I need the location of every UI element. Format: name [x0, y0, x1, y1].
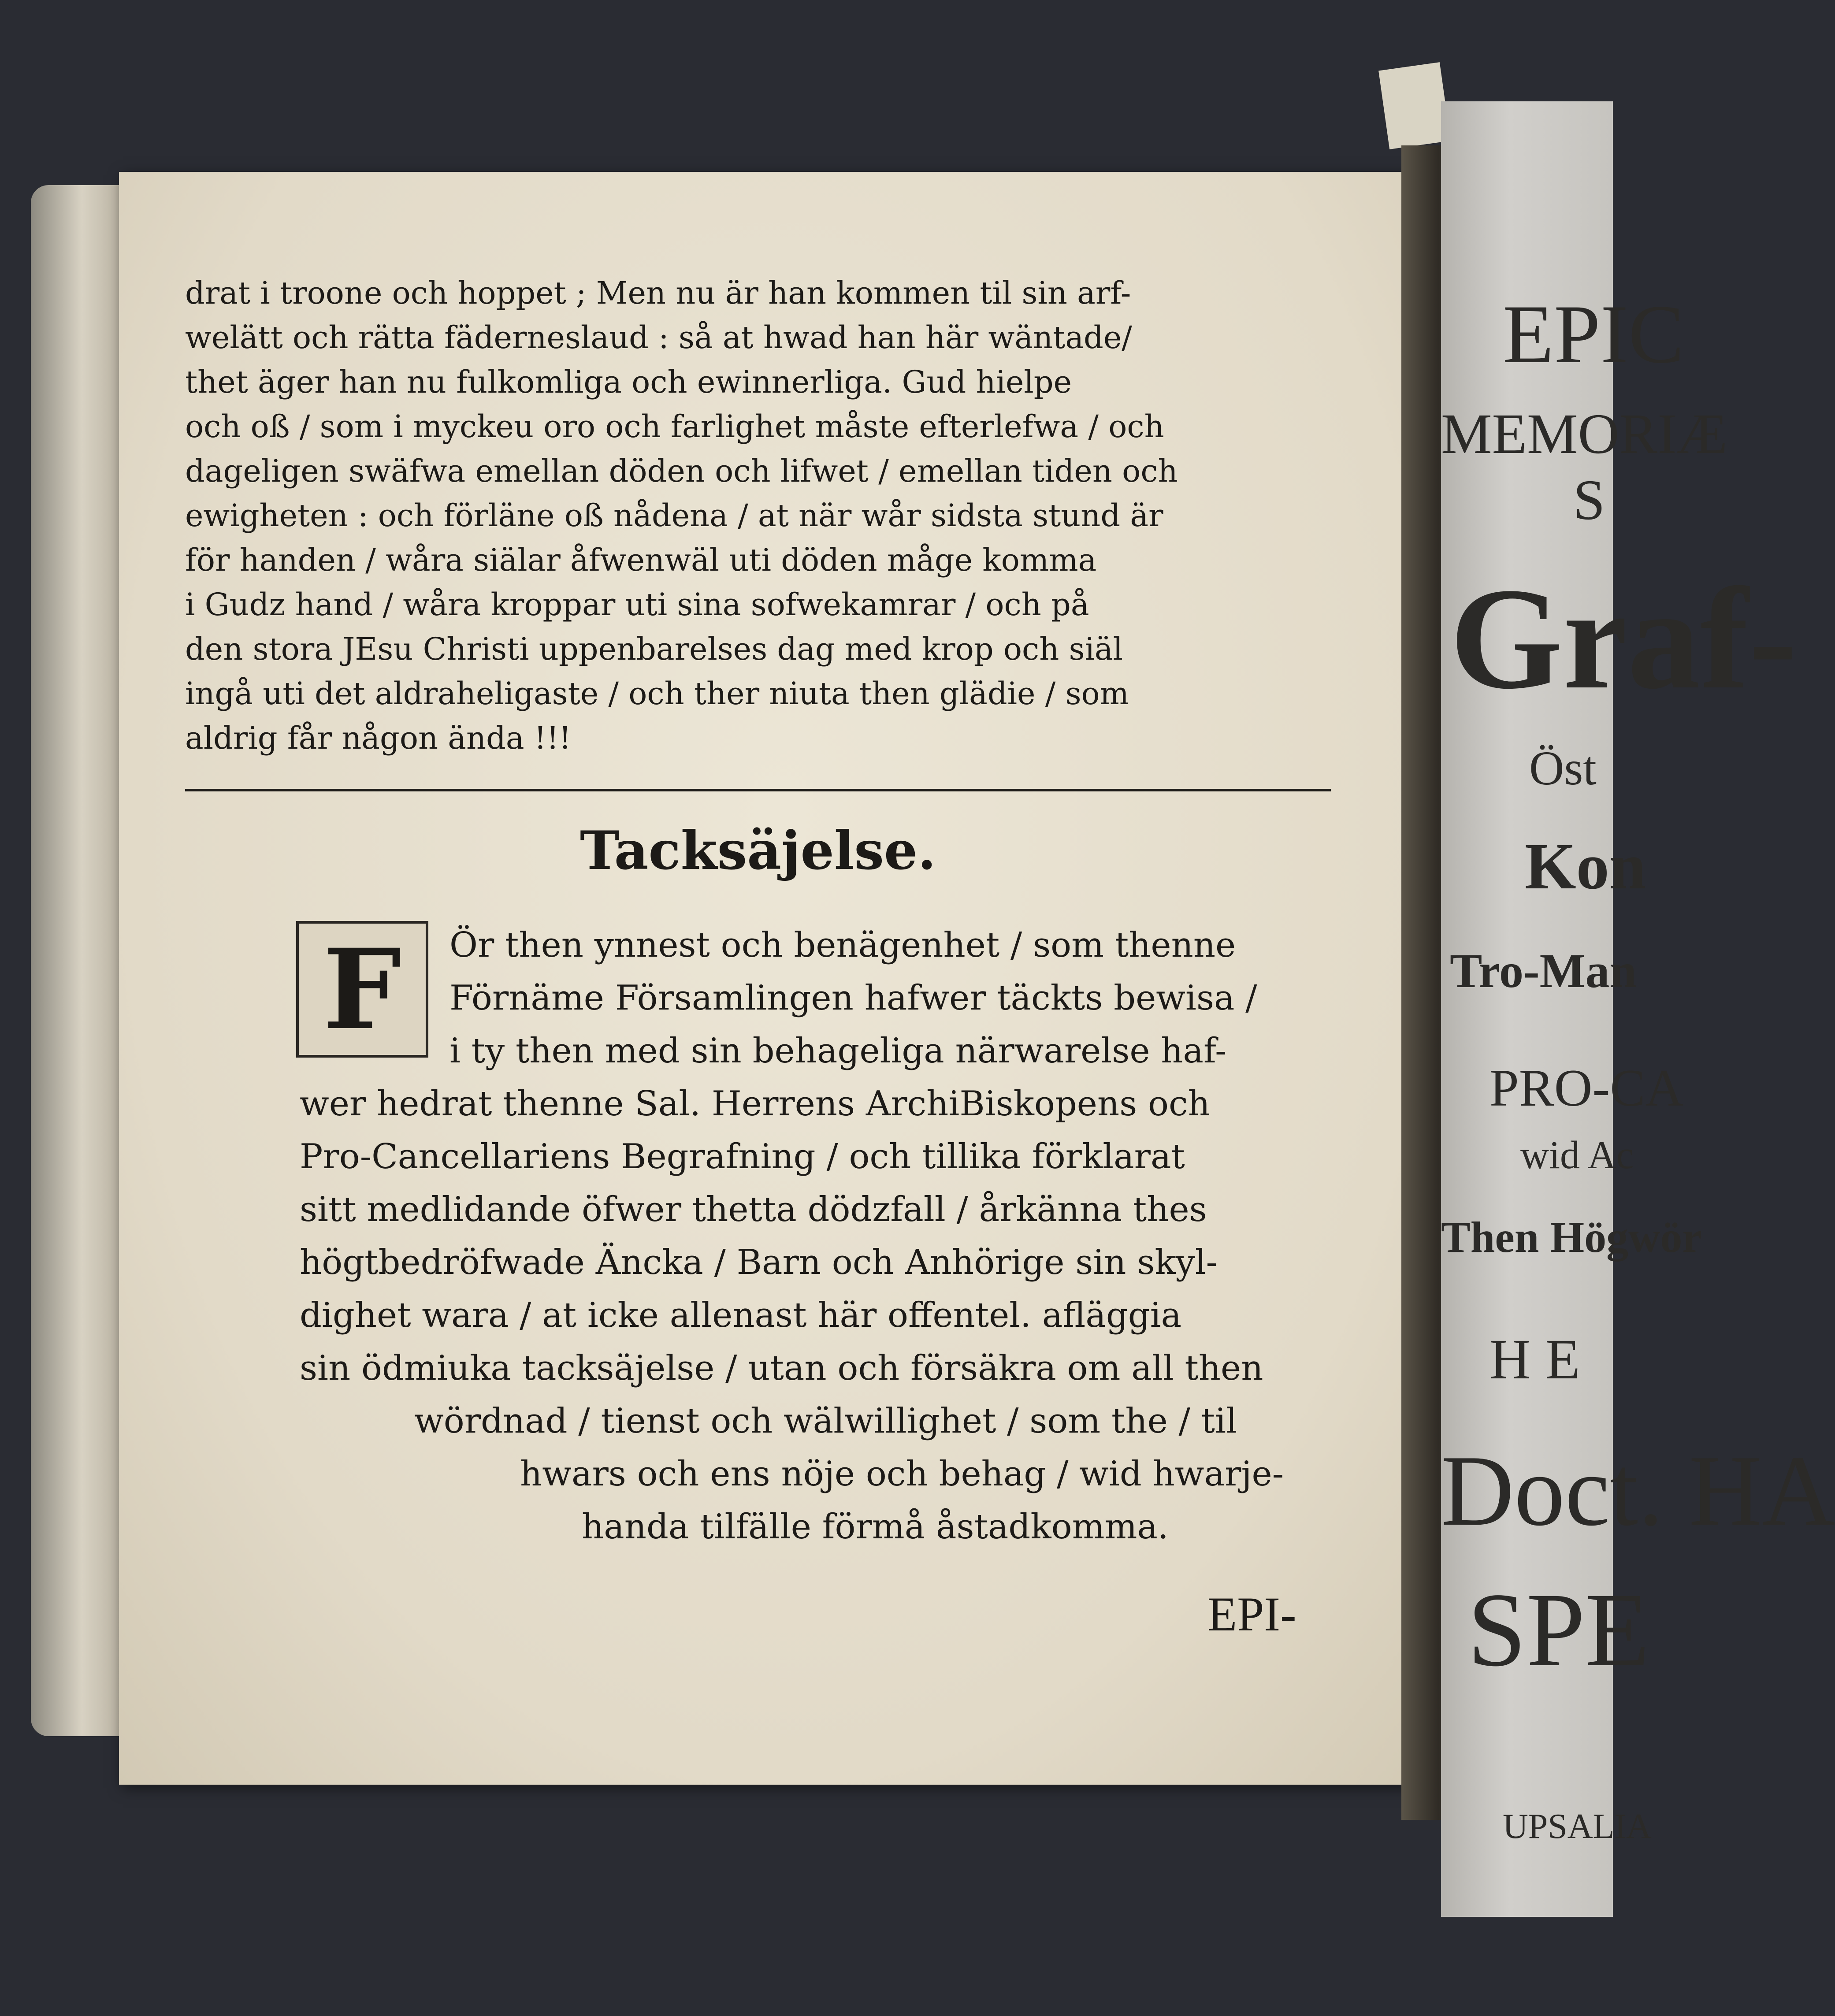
text-line: drat i troone och hoppet ; Men nu är han kommen til sin arf-	[185, 275, 1131, 311]
right-page-line: H E	[1490, 1328, 1580, 1391]
section-heading: Tacksäjelse.	[579, 820, 936, 882]
right-page-line: wid Ac	[1520, 1133, 1634, 1177]
right-page-line: Tro-Man	[1450, 944, 1637, 998]
text-line: högtbedröfwade Äncka / Barn och Anhörige sin skyl-	[300, 1243, 1218, 1282]
text-line: wer hedrat thenne Sal. Herrens ArchiBiskopens och	[300, 1084, 1210, 1124]
text-line: hwars och ens nöje och behag / wid hwarje-	[520, 1454, 1284, 1494]
right-page-line: S	[1573, 468, 1605, 532]
text-line: Förnäme Församlingen hafwer täckts bewisa /	[449, 978, 1257, 1018]
text-line: i ty then med sin behageliga närwarelse haf-	[449, 1031, 1227, 1071]
text-line: för handen / wåra siälar åfwenwäl uti döden måge komma	[185, 542, 1097, 578]
right-page-line: PRO-CA	[1490, 1058, 1684, 1117]
right-page-line: Kon	[1525, 830, 1646, 903]
text-line: dageligen swäfwa emellan döden och lifwet / emellan tiden och	[185, 453, 1178, 489]
right-page-line: UPSALIA	[1503, 1807, 1652, 1846]
right-page-partial	[1441, 101, 1835, 1917]
text-line: ewigheten : och förläne oß nådena / at när wår sidsta stund är	[185, 498, 1163, 534]
text-line: sitt medlidande öfwer thetta dödzfall / årkänna thes	[300, 1190, 1207, 1229]
text-line: den stora JEsu Christi uppenbarelses dag med krop och siäl	[185, 631, 1123, 667]
bookmark-ribbon	[1378, 62, 1451, 149]
right-page-line: Öst	[1529, 741, 1597, 795]
section-divider	[185, 789, 1331, 791]
right-page-line: MEMORIÆ	[1441, 402, 1728, 466]
top-paragraph	[185, 271, 1331, 761]
right-page-line: SPE	[1467, 1571, 1650, 1688]
text-line: wördnad / tienst och wälwillighet / som the / til	[414, 1401, 1237, 1441]
text-line: aldrig får någon ända !!!	[185, 720, 572, 756]
text-line: i Gudz hand / wåra kroppar uti sina sofwekamrar / och på	[185, 587, 1089, 623]
text-line: welätt och rätta fäderneslaud : så at hwad han här wäntade/	[185, 319, 1132, 356]
body-paragraph	[185, 919, 1331, 1553]
ornamental-drop-cap: F	[296, 921, 428, 1058]
right-page-line: Doct. HA	[1441, 1434, 1835, 1547]
right-page-line: Then Högwör	[1441, 1213, 1702, 1262]
catchword: EPI-	[1207, 1587, 1296, 1641]
right-page-line: Graf-	[1450, 558, 1797, 719]
text-line: och oß / som i myckeu oro och farlighet måste efterlefwa / och	[185, 408, 1164, 445]
text-line: thet äger han nu fulkomliga och ewinnerliga. Gud hielpe	[185, 364, 1072, 400]
text-line: ingå uti det aldraheligaste / och ther niuta then glädie / som	[185, 676, 1129, 712]
text-line: Pro-Cancellariens Begrafning / och tillika förklarat	[300, 1137, 1185, 1177]
text-line: dighet wara / at icke allenast här offentel. afläggia	[300, 1296, 1182, 1335]
text-line: Ör then ynnest och benägenhet / som thenne	[449, 925, 1236, 965]
text-line: handa tilfälle förmå åstadkomma.	[582, 1507, 1169, 1547]
text-line: sin ödmiuka tacksäjelse / utan och försäkra om all then	[300, 1348, 1263, 1388]
right-page-line: EPIC	[1503, 288, 1684, 381]
